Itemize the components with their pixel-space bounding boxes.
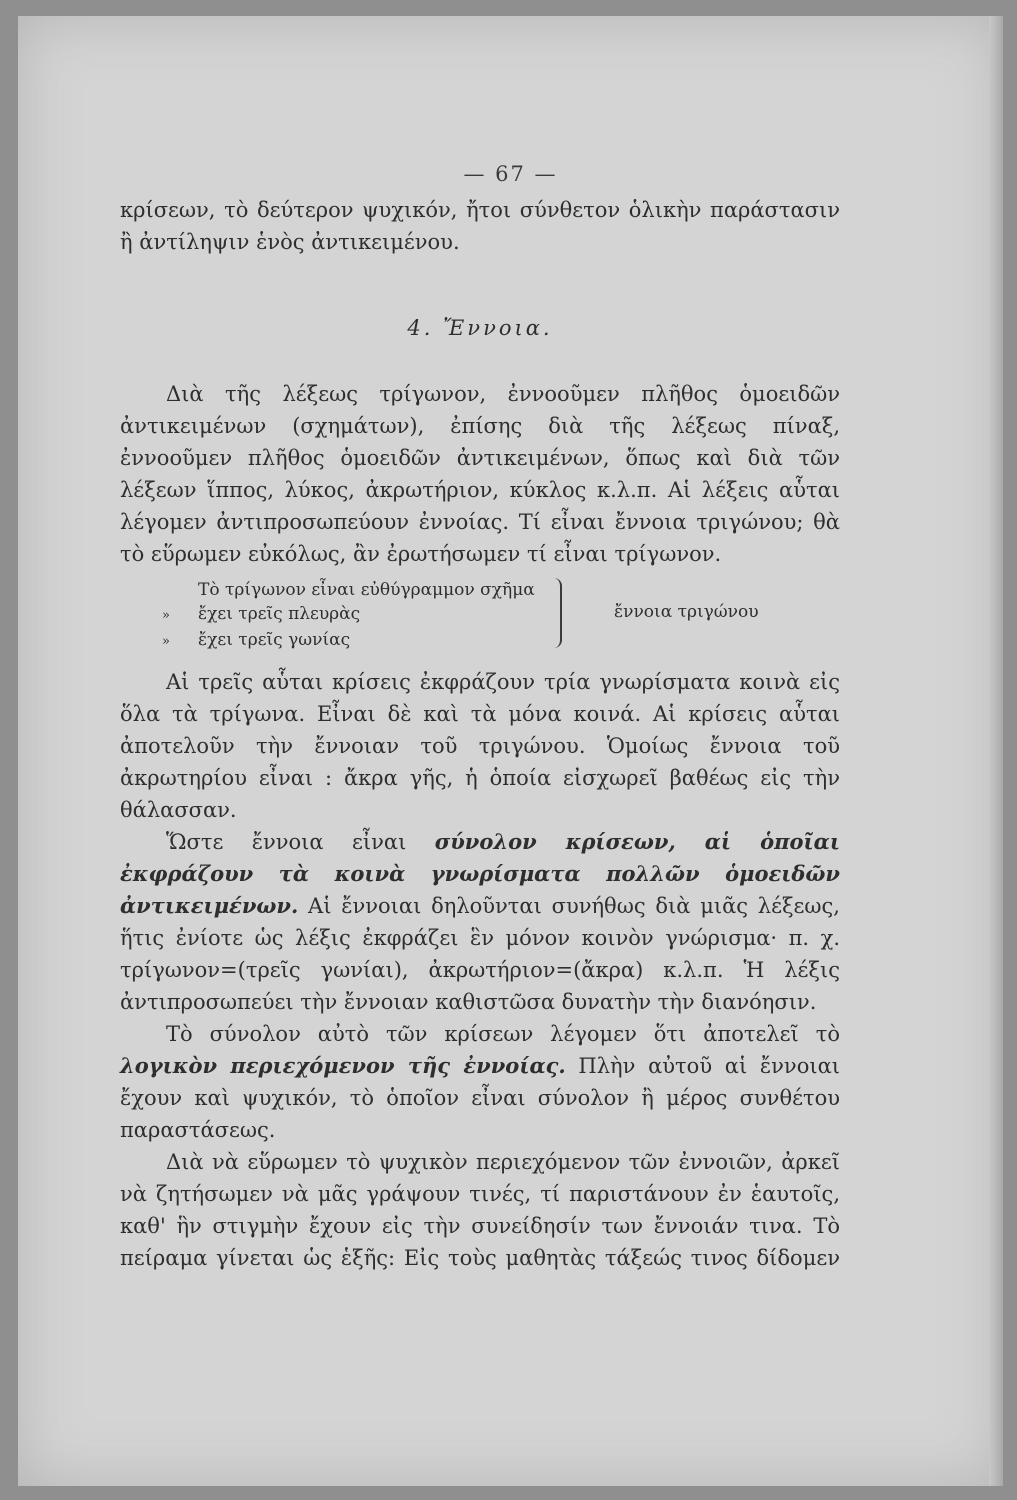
definition-line	[162, 628, 840, 654]
book-page	[18, 16, 1003, 1486]
emphasized-definition: σύνολον κρίσεων, αἱ ὁποῖαι ἐκφράζουν τὰ κοινὰ γνωρίσματα πολλῶν ὁμοειδῶν ἀντικειμένων.	[120, 829, 840, 918]
page-text	[120, 194, 840, 1274]
section-heading: 4. Ἔννοια.	[407, 316, 553, 340]
definition-block	[162, 578, 840, 652]
emphasized-term: λογικὸν περιεχόμενον τῆς ἐννοίας.	[120, 1053, 566, 1078]
definition-text: Τὸ τρίγωνον εἶναι εὐθύγραμμον σχῆμα	[198, 580, 535, 600]
paragraph-continuation: κρίσεων, τὸ δεύτερον ψυχικόν, ἤτοι σύνθετον ὁλικὴν παράστασιν ἢ ἀντίληψιν ἑνὸς ἀντικειμένου.	[120, 198, 840, 254]
paragraph	[120, 826, 840, 1018]
page-edge	[989, 16, 1003, 1486]
definition-text: ἔχει τρεῖς γωνίας	[198, 630, 351, 650]
ditto-mark: »	[162, 608, 170, 623]
paragraph: Διὰ τῆς λέξεως τρίγωνον, ἐννοοῦμεν πλῆθος ὁμοειδῶν ἀντικειμένων (σχημάτων), ἐπίσης διὰ τῆς λέξεως πίναξ, ἐννοοῦμεν πλῆθος ὁμοειδῶν ἀντικειμένων, ὅπως καὶ διὰ τῶν λέξεων ἵππος, λύκος, ἀκρωτήριον, κύκλος κ.λ.π. Αἱ λέξεις αὗται λέγομεν ἀντιπροσωπεύουν ἐννοίας. Τί εἶναι ἔννοια τριγώνου; θὰ τὸ εὕρωμεν εὐκόλως, ἂν ἐρωτήσωμεν τί εἶναι τρίγωνον.	[120, 382, 840, 566]
definition-label: ἔννοια τριγώνου	[614, 602, 759, 622]
paragraph: Διὰ νὰ εὕρωμεν τὸ ψυχικὸν περιεχόμενον τῶν ἐννοιῶν, ἀρκεῖ νὰ ζητήσωμεν νὰ μᾶς γράψουν τινές, τί παριστάνουν ἐν ἑαυτοῖς, καθ' ἣν στιγμὴν ἔχουν εἰς τὴν συνείδησίν των ἔννοιάν τινα. Τὸ πείραμα γίνεται ὡς ἑξῆς: Εἰς τοὺς μαθητὰς τάξεώς τινος δίδομεν	[120, 1150, 840, 1270]
curly-brace	[546, 578, 562, 648]
paragraph: Αἱ τρεῖς αὗται κρίσεις ἐκφράζουν τρία γνωρίσματα κοινὰ εἰς ὅλα τὰ τρίγωνα. Εἶναι δὲ καὶ τὰ μόνα κοινά. Αἱ κρίσεις αὗται ἀποτελοῦν τὴν ἔννοιαν τοῦ τριγώνου. Ὁμοίως ἔννοια τοῦ ἀκρωτηρίου εἶναι : ἄκρα γῆς, ἡ ὁποία εἰσχωρεῖ βαθέως εἰς τὴν θάλασσαν.	[120, 670, 840, 822]
paragraph-rest: Αἱ ἔννοιαι δηλοῦνται συνήθως διὰ μιᾶς λέξεως, ἥτις ἐνίοτε ὡς λέξις ἐκφράζει ἓν μόνον κοινὸν γνώρισμα· π. χ. τρίγωνον=(τρεῖς γωνίαι), ἀκρωτήριον=(ἄκρα) κ.λ.π. Ἡ λέξις ἀντιπροσωπεύει τὴν ἔννοιαν καθιστῶσα δυνατὴν τὴν διανόησιν.	[120, 894, 840, 1014]
page-number: — 67 —	[463, 162, 558, 186]
paragraph-rest: Πλὴν αὐτοῦ αἱ ἔννοιαι ἔχουν καὶ ψυχικόν, τὸ ὁποῖον εἶναι σύνολον ἢ μέρος συνθέτου παραστάσεως.	[120, 1054, 840, 1142]
ditto-mark: »	[162, 634, 170, 649]
definition-text: ἔχει τρεῖς πλευρὰς	[198, 604, 361, 624]
paragraph-start: Ὥστε ἔννοια εἶναι	[166, 830, 435, 854]
paragraph	[120, 1018, 840, 1146]
definition-line	[162, 578, 840, 602]
paragraph-start: Τὸ σύνολον αὐτὸ τῶν κρίσεων λέγομεν ὅτι ἀποτελεῖ τὸ	[166, 1022, 840, 1046]
